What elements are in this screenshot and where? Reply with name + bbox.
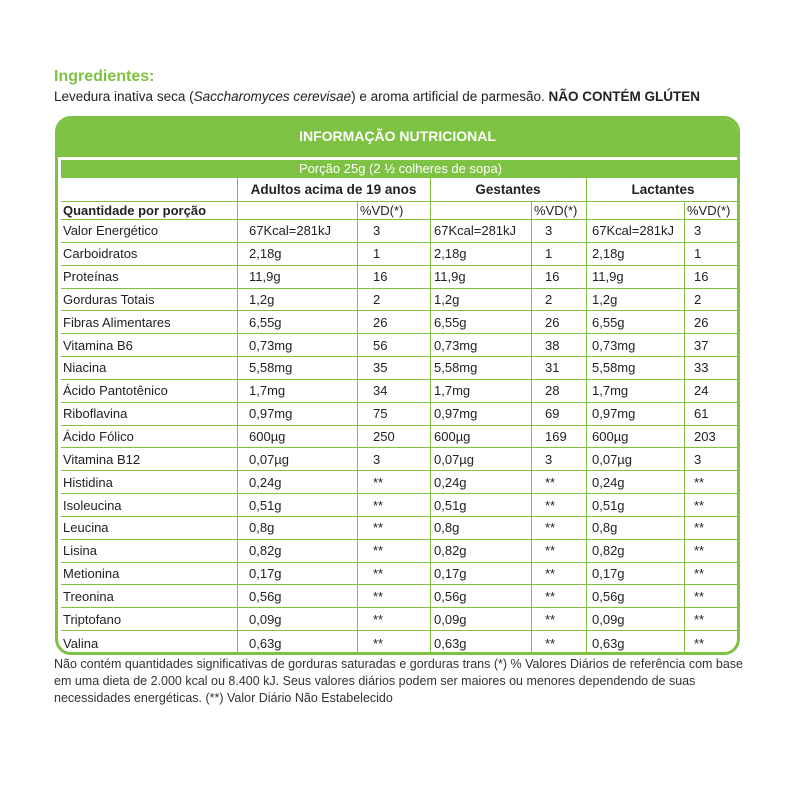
table-row [61,311,740,334]
quantity-header: Quantidade por porção [63,203,207,218]
nutrient-value: 0,17g [592,566,625,582]
table-row [61,220,740,243]
nutrient-value: 2,18g [249,246,282,262]
column-divider [237,357,238,379]
nutrient-value: 38 [545,337,560,353]
column-divider [430,517,431,539]
column-divider [430,311,431,333]
nutrient-name: Vitamina B12 [63,451,141,467]
nutrient-name: Vitamina B6 [63,337,133,353]
column-divider [430,220,431,242]
column-divider [586,311,587,333]
nutrient-value: ** [694,543,705,559]
table-row [61,243,740,266]
nutrient-value: 26 [694,314,709,330]
nutrient-value: 0,97mg [249,406,293,422]
column-divider [357,448,358,470]
nutrient-value: 0,51g [592,497,625,513]
nutrient-value: 67Kcal=281kJ [249,223,332,239]
column-divider [586,517,587,539]
column-divider [430,202,431,220]
nutrient-value: ** [373,636,384,652]
column-divider [531,403,532,425]
nutrient-name: Carboidratos [63,246,138,262]
nutrient-name: Ácido Pantotênico [63,383,168,399]
column-divider [684,334,685,356]
column-divider [586,357,587,379]
column-divider [586,220,587,242]
column-divider [357,517,358,539]
nutrient-value: 1 [694,246,702,262]
column-divider [430,289,431,311]
column-divider [357,202,358,220]
nutrient-value: 600µg [434,428,471,444]
nutrient-value: ** [545,543,556,559]
column-divider [357,243,358,265]
column-divider [586,494,587,516]
nutrient-name: Metionina [63,566,120,582]
nutrient-value: 0,09g [592,611,625,627]
table-row [61,563,740,586]
column-divider [357,494,358,516]
vd-header: %VD(*) [534,203,578,218]
nutrient-value: ** [694,636,705,652]
column-divider [586,243,587,265]
column-divider [357,380,358,402]
nutrient-value: 0,09g [249,611,282,627]
column-divider [684,380,685,402]
column-divider [531,289,532,311]
nutrient-name: Isoleucina [63,497,122,513]
nutrient-name: Gorduras Totais [63,291,155,307]
column-divider [430,608,431,630]
column-divider [586,178,587,202]
column-divider [357,311,358,333]
nutrient-value: 35 [373,360,388,376]
nutrition-table-title: INFORMAÇÃO NUTRICIONAL [58,119,737,157]
nutrient-value: ** [694,520,705,536]
column-divider [531,334,532,356]
nutrition-table-card [55,116,740,655]
nutrient-name: Leucina [63,520,109,536]
nutrient-value: 26 [545,314,560,330]
table-row [61,471,740,494]
column-divider [237,220,238,242]
column-divider [684,448,685,470]
nutrient-value: ** [373,520,384,536]
nutrient-value: ** [694,497,705,513]
column-divider [430,178,431,202]
nutrient-value: 0,8g [249,520,275,536]
column-divider [430,494,431,516]
column-divider [237,448,238,470]
column-divider [684,608,685,630]
nutrient-value: 3 [373,451,381,467]
nutrient-name: Treonina [63,588,114,604]
column-divider [237,289,238,311]
nutrient-value: 1,2g [592,291,618,307]
nutrient-value: 0,56g [434,588,467,604]
nutrient-name: Lisina [63,543,97,559]
nutrient-value: 0,24g [249,474,282,490]
nutrient-value: 34 [373,383,388,399]
column-divider [531,243,532,265]
nutrient-value: 0,73mg [249,337,293,353]
column-divider [430,540,431,562]
column-divider [237,517,238,539]
column-divider [237,426,238,448]
column-divider [586,585,587,607]
column-divider [430,426,431,448]
nutrient-value: 31 [545,360,560,376]
nutrient-value: 2,18g [434,246,467,262]
column-divider [357,289,358,311]
nutrient-value: 0,8g [592,520,618,536]
nutrient-value: 5,58mg [592,360,636,376]
column-divider [586,631,587,655]
column-divider [357,540,358,562]
column-divider [357,357,358,379]
column-divider [586,266,587,288]
nutrient-value: ** [373,588,384,604]
column-divider [531,202,532,220]
nutrient-value: 69 [545,406,560,422]
column-divider [531,471,532,493]
column-divider [430,403,431,425]
nutrient-name: Valor Energético [63,223,159,239]
vd-header: %VD(*) [360,203,404,218]
column-divider [430,448,431,470]
nutrient-value: 3 [694,223,702,239]
column-divider [237,178,238,202]
nutrient-value: ** [545,636,556,652]
nutrient-value: 37 [694,337,709,353]
column-divider [357,608,358,630]
column-divider [430,585,431,607]
column-divider [357,403,358,425]
nutrient-value: 0,17g [434,566,467,582]
nutrient-value: 0,09g [434,611,467,627]
nutrient-value: 2 [694,291,702,307]
column-divider [531,448,532,470]
column-divider [684,585,685,607]
column-divider [586,334,587,356]
table-row [61,448,740,471]
nutrient-value: 0,63g [434,636,467,652]
ingredients-text-end: ) e aroma artificial de parmesão. [351,89,549,104]
nutrient-name: Triptofano [63,611,122,627]
column-divider [684,357,685,379]
column-divider [430,243,431,265]
nutrient-name: Valina [63,636,99,652]
nutrient-value: ** [373,611,384,627]
column-divider [531,266,532,288]
nutrient-name: Riboflavina [63,406,128,422]
column-divider [430,563,431,585]
nutrient-value: 67Kcal=281kJ [592,223,675,239]
nutrient-value: ** [373,497,384,513]
nutrient-value: ** [694,474,705,490]
nutrient-value: 0,82g [249,543,282,559]
column-divider [586,608,587,630]
column-divider [586,448,587,470]
column-divider [237,585,238,607]
nutrient-value: 61 [694,406,709,422]
column-divider [237,334,238,356]
column-divider [430,471,431,493]
column-divider [531,357,532,379]
group-header: Lactantes [631,182,695,197]
nutrient-value: 0,8g [434,520,460,536]
column-divider [237,471,238,493]
column-divider [237,608,238,630]
nutrient-name: Ácido Fólico [63,428,134,444]
nutrient-value: 0,97mg [434,406,478,422]
nutrient-value: 3 [373,223,381,239]
nutrient-value: ** [694,611,705,627]
column-divider [586,403,587,425]
nutrient-value: 0,51g [434,497,467,513]
group-header-row [61,178,740,202]
table-row [61,517,740,540]
nutrient-value: 0,73mg [434,337,478,353]
column-divider [237,202,238,220]
column-divider [237,243,238,265]
column-divider [586,471,587,493]
column-divider [684,563,685,585]
column-divider [357,266,358,288]
nutrient-value: ** [545,520,556,536]
nutrient-value: 3 [545,223,553,239]
column-divider [357,585,358,607]
group-header: Gestantes [475,182,541,197]
column-header-row [61,202,740,220]
column-divider [684,243,685,265]
nutrient-value: 5,58mg [434,360,478,376]
nutrient-value: 0,82g [434,543,467,559]
footnote: Não contém quantidades significativas de gorduras saturadas e gorduras trans (*) % Valores Diários de referência com base em uma dieta de 2.000 kcal ou 8.400 kJ. Seus valores diários podem ser maiores ou menores dependendo de suas necessidades energéticas. (**) Valor Diário Não Estabelecido [54,657,744,705]
column-divider [684,494,685,516]
nutrient-value: 67Kcal=281kJ [434,223,517,239]
column-divider [531,517,532,539]
nutrient-value: 24 [694,383,709,399]
ingredients-title: Ingredientes: [54,68,155,85]
column-divider [357,334,358,356]
column-divider [357,563,358,585]
ingredients-text-start: Levedura inativa seca ( [54,89,194,104]
column-divider [430,266,431,288]
nutrient-value: 0,07µg [592,451,633,467]
nutrient-value: ** [545,611,556,627]
table-row [61,426,740,449]
column-divider [684,631,685,655]
nutrient-value: 1,7mg [434,383,471,399]
column-divider [430,357,431,379]
column-divider [357,426,358,448]
nutrient-value: 1 [545,246,553,262]
nutrient-value: ** [373,566,384,582]
column-divider [684,517,685,539]
nutrient-value: 5,58mg [249,360,293,376]
nutrient-value: 11,9g [434,269,466,285]
nutrient-value: ** [373,543,384,559]
gluten-notice: NÃO CONTÉM GLÚTEN [548,89,701,104]
table-row [61,266,740,289]
nutrient-value: 3 [545,451,553,467]
table-row [61,357,740,380]
nutrient-value: 11,9g [592,269,624,285]
nutrient-name: Histidina [63,474,113,490]
column-divider [531,631,532,655]
column-divider [684,266,685,288]
column-divider [684,471,685,493]
nutrient-value: 0,56g [592,588,625,604]
nutrient-value: 75 [373,406,388,422]
table-row [61,608,740,631]
column-divider [684,202,685,220]
portion-size: Porção 25g (2 ½ colheres de sopa) [61,160,740,178]
nutrient-value: 1,7mg [249,383,286,399]
table-row [61,289,740,312]
column-divider [531,380,532,402]
nutrient-value: 600µg [249,428,286,444]
nutrient-value: 1 [373,246,381,262]
column-divider [586,426,587,448]
column-divider [531,540,532,562]
nutrient-name: Niacina [63,360,107,376]
nutrient-value: 16 [373,269,388,285]
table-row [61,585,740,608]
column-divider [586,289,587,311]
column-divider [586,380,587,402]
table-row [61,540,740,563]
column-divider [586,563,587,585]
ingredients-text [54,89,700,104]
nutrient-value: 0,07µg [434,451,475,467]
nutrient-value: 1,7mg [592,383,629,399]
column-divider [531,563,532,585]
column-divider [684,289,685,311]
group-header: Adultos acima de 19 anos [250,182,417,197]
nutrient-value: 0,24g [434,474,467,490]
nutrient-value: 0,97mg [592,406,636,422]
column-divider [586,202,587,220]
nutrient-value: ** [545,497,556,513]
column-divider [237,631,238,655]
column-divider [586,540,587,562]
column-divider [430,380,431,402]
column-divider [531,426,532,448]
nutrient-value: 3 [694,451,702,467]
column-divider [531,608,532,630]
nutrient-value: 2 [373,291,381,307]
column-divider [357,220,358,242]
nutrient-value: 203 [694,428,716,444]
table-row [61,334,740,357]
table-row [61,380,740,403]
nutrient-value: ** [694,566,705,582]
nutrient-value: 16 [694,269,709,285]
column-divider [237,311,238,333]
nutrient-value: 0,56g [249,588,282,604]
nutrient-name: Fibras Alimentares [63,314,171,330]
column-divider [357,631,358,655]
ingredients-species: Saccharomyces cerevisae [193,89,352,104]
nutrient-value: 1,2g [249,291,275,307]
nutrient-value: 11,9g [249,269,281,285]
column-divider [237,380,238,402]
nutrient-value: ** [694,588,705,604]
column-divider [531,585,532,607]
nutrient-value: 0,51g [249,497,282,513]
column-divider [357,471,358,493]
nutrient-value: ** [545,566,556,582]
nutrient-value: ** [373,474,384,490]
nutrient-value: 26 [373,314,388,330]
nutrient-value: 0,17g [249,566,282,582]
nutrient-value: 6,55g [249,314,282,330]
nutrient-value: 250 [373,428,395,444]
nutrient-value: 33 [694,360,709,376]
nutrient-value: 16 [545,269,560,285]
column-divider [237,540,238,562]
table-row [61,631,740,655]
nutrient-value: 0,82g [592,543,625,559]
nutrient-value: 2 [545,291,553,307]
nutrient-value: 6,55g [434,314,467,330]
column-divider [684,426,685,448]
vd-header: %VD(*) [687,203,731,218]
nutrient-value: 56 [373,337,388,353]
column-divider [531,220,532,242]
column-divider [237,563,238,585]
nutrient-value: 0,63g [249,636,282,652]
nutrient-value: 0,63g [592,636,625,652]
nutrient-name: Proteínas [63,269,119,285]
column-divider [531,311,532,333]
column-divider [430,631,431,655]
column-divider [237,266,238,288]
column-divider [237,403,238,425]
nutrient-value: ** [545,588,556,604]
nutrient-value: 0,07µg [249,451,290,467]
nutrient-value: 1,2g [434,291,460,307]
table-row [61,494,740,517]
column-divider [684,540,685,562]
column-divider [684,220,685,242]
column-divider [531,494,532,516]
column-divider [684,403,685,425]
nutrient-value: 600µg [592,428,629,444]
nutrient-value: 6,55g [592,314,625,330]
column-divider [237,494,238,516]
nutrient-value: 2,18g [592,246,625,262]
table-row [61,403,740,426]
nutrient-value: ** [545,474,556,490]
column-divider [430,334,431,356]
nutrient-value: 169 [545,428,567,444]
nutrient-value: 28 [545,383,560,399]
nutrient-value: 0,24g [592,474,625,490]
column-divider [684,311,685,333]
nutrient-value: 0,73mg [592,337,636,353]
